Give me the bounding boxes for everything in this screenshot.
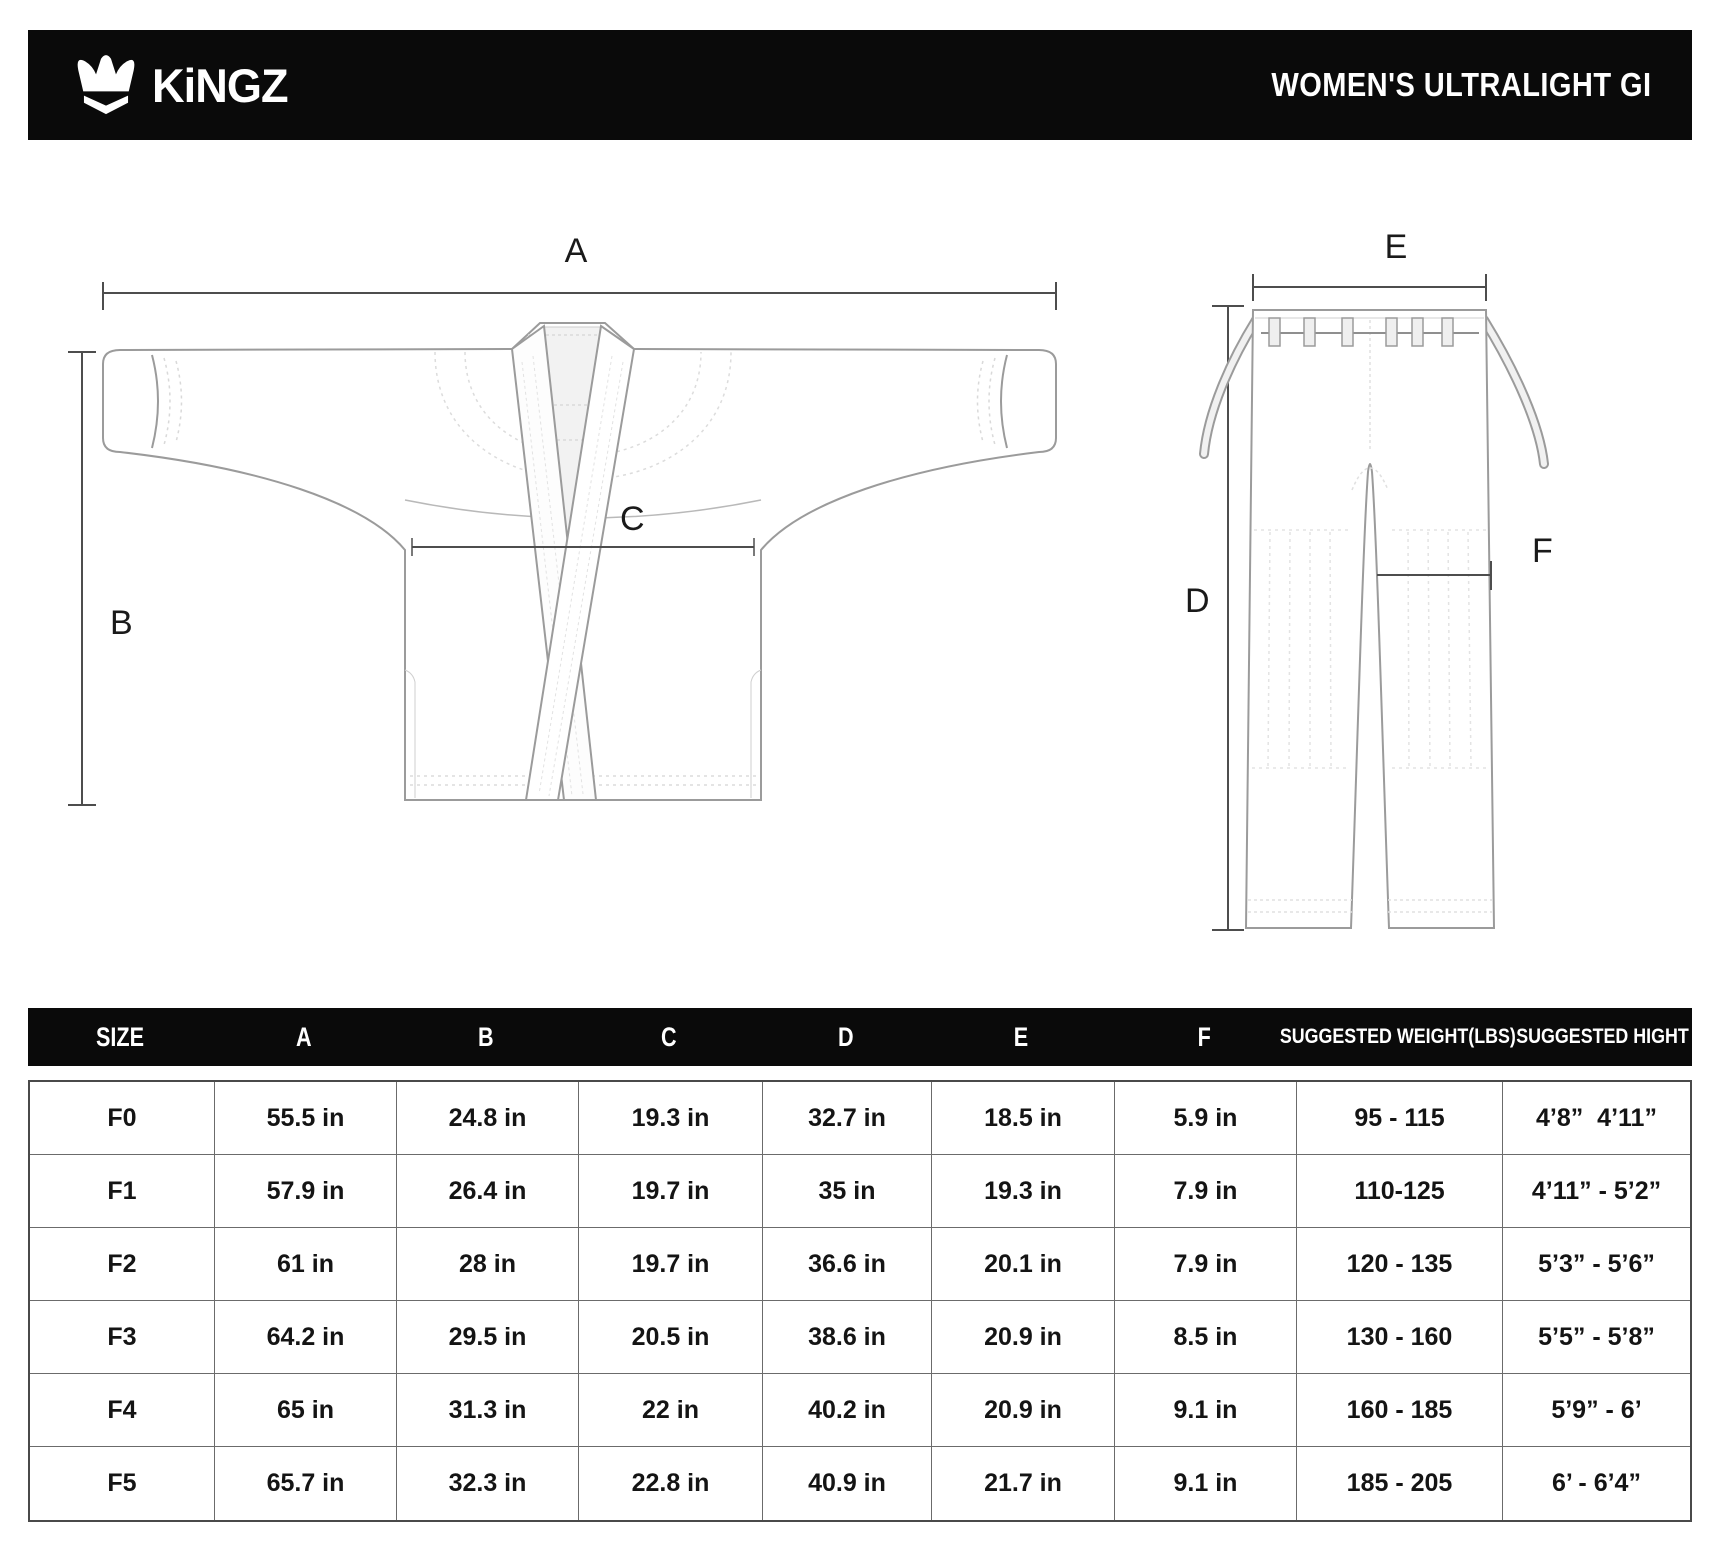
pants-diagram <box>1080 200 1640 960</box>
brand-wordmark: KiNGZ <box>152 58 288 112</box>
cell-f: 9.1 in <box>1115 1374 1297 1447</box>
cell-height: 4’8” 4’11” <box>1503 1082 1690 1155</box>
cell-height: 4’11” - 5’2” <box>1503 1155 1690 1228</box>
cell-weight: 95 - 115 <box>1297 1082 1503 1155</box>
cell-c: 19.7 in <box>579 1228 763 1301</box>
cell-a: 57.9 in <box>215 1155 397 1228</box>
cell-d: 38.6 in <box>763 1301 932 1374</box>
cell-b: 29.5 in <box>397 1301 579 1374</box>
cell-weight: 110-125 <box>1297 1155 1503 1228</box>
cell-d: 32.7 in <box>763 1082 932 1155</box>
cell-b: 26.4 in <box>397 1155 579 1228</box>
cell-height: 6’ - 6’4” <box>1552 1469 1641 1497</box>
cell-a: 65 in <box>215 1374 397 1447</box>
cell-e: 20.9 in <box>932 1374 1115 1447</box>
col-header-f: F <box>1197 1021 1211 1052</box>
cell-c: 19.3 in <box>579 1082 763 1155</box>
cell-height: 5’5” - 5’8” <box>1503 1301 1690 1374</box>
label-E: E <box>1384 228 1408 266</box>
cell-a: 61 in <box>215 1228 397 1301</box>
cell-a: 64.2 in <box>215 1301 397 1374</box>
cell-e: 20.9 in <box>932 1301 1115 1374</box>
cell-size: F3 <box>30 1301 215 1374</box>
cell-d: 40.9 in <box>763 1447 932 1520</box>
cell-size: F1 <box>30 1155 215 1228</box>
pants-waist-dimension <box>1253 274 1486 301</box>
brand-logo <box>28 50 293 120</box>
cell-e: 18.5 in <box>932 1082 1115 1155</box>
col-header-height: SUGGESTED HIGHT <box>1516 1025 1689 1048</box>
cell-height: 5’3” - 5’6” <box>1503 1228 1690 1301</box>
cell-height: 5’9” - 6’ <box>1503 1374 1690 1447</box>
cell-f: 7.9 in <box>1115 1155 1297 1228</box>
cell-f: 5.9 in <box>1115 1082 1297 1155</box>
cell-weight: 130 - 160 <box>1297 1301 1503 1374</box>
col-header-size: SIZE <box>96 1021 145 1052</box>
label-D: D <box>1185 582 1210 620</box>
cell-c: 22.8 in <box>579 1447 763 1520</box>
cell-a: 55.5 in <box>215 1082 397 1155</box>
cell-d: 36.6 in <box>763 1228 932 1301</box>
cell-c: 22 in <box>579 1374 763 1447</box>
cell-size: F5 <box>30 1447 215 1520</box>
cell-b: 28 in <box>397 1228 579 1301</box>
cell-size: F4 <box>30 1374 215 1447</box>
size-table <box>28 1080 1692 1522</box>
cell-d: 35 in <box>763 1155 932 1228</box>
cell-a: 65.7 in <box>215 1447 397 1520</box>
pants-drawing <box>1204 310 1544 928</box>
col-header-e: E <box>1014 1021 1029 1052</box>
cell-c: 19.7 in <box>579 1155 763 1228</box>
jacket-drawing <box>103 323 1056 800</box>
label-A: A <box>564 232 588 270</box>
col-header-b: B <box>478 1021 494 1052</box>
cell-weight: 160 - 185 <box>1297 1374 1503 1447</box>
cell-size: F0 <box>30 1082 215 1155</box>
cell-b: 31.3 in <box>397 1374 579 1447</box>
cell-e: 21.7 in <box>932 1447 1115 1520</box>
cell-e: 20.1 in <box>932 1228 1115 1301</box>
col-header-weight: SUGGESTED WEIGHT(LBS) <box>1279 1025 1517 1048</box>
cell-f: 7.9 in <box>1115 1228 1297 1301</box>
label-F: F <box>1532 532 1553 570</box>
label-C: C <box>620 500 645 538</box>
jacket-length-dimension <box>68 352 96 805</box>
col-header-c: C <box>661 1021 677 1052</box>
col-header-d: D <box>837 1021 854 1052</box>
cell-size: F2 <box>30 1228 215 1301</box>
crown-icon <box>74 50 138 120</box>
cell-f: 9.1 in <box>1115 1447 1297 1520</box>
cell-b: 24.8 in <box>397 1082 579 1155</box>
cell-weight: 120 - 135 <box>1297 1228 1503 1301</box>
brand-bar <box>28 30 1692 140</box>
product-title: WOMEN'S ULTRALIGHT GI <box>1271 66 1652 103</box>
col-header-a: A <box>296 1021 312 1052</box>
cell-weight: 185 - 205 <box>1297 1447 1503 1520</box>
table-header-bar <box>28 1008 1692 1066</box>
cell-d: 40.2 in <box>763 1374 932 1447</box>
cell-c: 20.5 in <box>579 1301 763 1374</box>
label-B: B <box>110 604 133 642</box>
jacket-width-dimension <box>103 282 1056 310</box>
cell-b: 32.3 in <box>397 1447 579 1520</box>
cell-e: 19.3 in <box>932 1155 1115 1228</box>
cell-f: 8.5 in <box>1115 1301 1297 1374</box>
jacket-diagram <box>60 200 1070 840</box>
